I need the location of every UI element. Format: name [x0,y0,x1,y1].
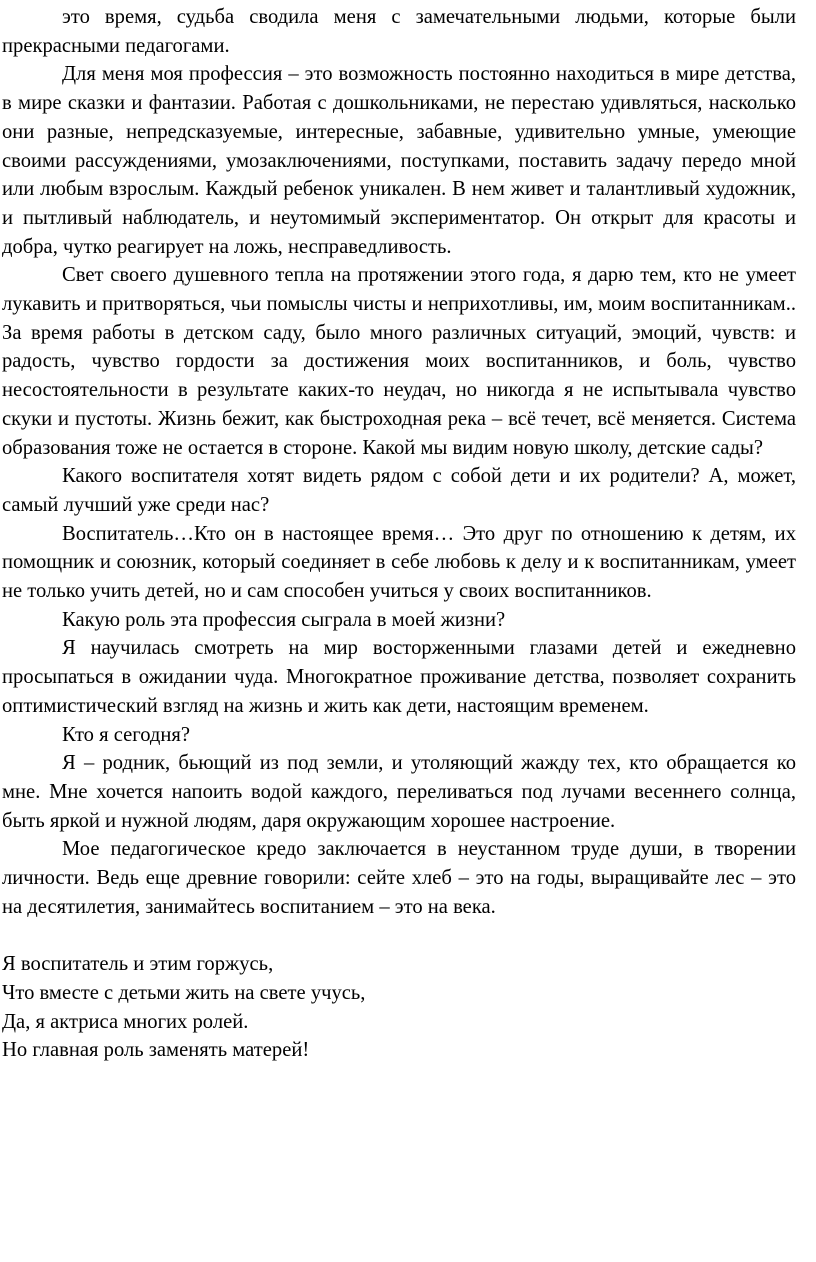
paragraph-1: это время, судьба сводила меня с замечательными людьми, которые были прекрасными педагогами. [2,6,796,57]
poem [2,950,796,1065]
paragraph-6: Какую роль эта профессия сыграла в моей жизни? [62,608,506,631]
paragraph-7: Я научилась смотреть на мир восторженными глазами детей и ежедневно просыпаться в ожидании чуда. Многократное проживание детства, позволяет сохранить оптимистический взгляд на жизнь и жить как дети, настоящим временем. [2,637,796,717]
paragraph-4: Какого воспитателя хотят видеть рядом с собой дети и их родители? А, может, самый лучший уже среди нас? [2,465,796,516]
paragraph-9: Я – родник, бьющий из под земли, и утоляющий жажду тех, кто обращается ко мне. Мне хочется напоить водой каждого, переливаться под лучами весеннего солнца, быть яркой и нужной людям, даря окружающим хорошее настроение. [2,752,796,832]
paragraph-8: Кто я сегодня? [62,723,191,746]
paragraph-3: Свет своего душевного тепла на протяжении этого года, я дарю тем, кто не умеет лукавить и притворяться, чьи помыслы чисты и неприхотливы, им, моим воспитанникам.. За время работы в детском саду, было много различных ситуаций, эмоций, чувств: и радость, чувство гордости за достижения моих воспитанников, и боль, чувство несостоятельности в результате каких-то неудач, но никогда я не испытывала чувство скуки и пустоты. Жизнь бежит, как быстроходная река – всё течет, всё меняется. Система образования тоже не остается в стороне. Какой мы видим новую школу, детские сады? [2,264,796,459]
paragraph-10: Мое педагогическое кредо заключается в неустанном труде души, в творении личности. Ведь еще древние говорили: сейте хлеб – это на годы, выращивайте лес – это на десятилетия, занимайтесь воспитанием – это на века. [2,838,796,918]
blank-line [2,922,796,951]
paragraph-5: Воспитатель…Кто он в настоящее время… Это друг по отношению к детям, их помощник и союзник, который соединяет в себе любовь к делу и к воспитанникам, умеет не только учить детей, но и сам способен учиться у своих воспитанников. [2,522,796,603]
poem-line: Да, я актриса многих ролей. [2,1010,249,1033]
paragraph-2: Для меня моя профессия – это возможность постоянно находиться в мире детства, в мире сказки и фантазии. Работая с дошкольниками, не перестаю удивляться, насколько они разные, непредсказуемые, интересные, забавные, удивительно умные, умеющие своими рассуждениями, умозаключениями, поступками, поставить задачу передо мной или любым взрослым. Каждый ребенок уникален. В нем живет и талантливый художник, и пытливый наблюдатель, и неутомимый экспериментатор. Он открыт для красоты и добра, чутко реагирует на ложь, несправедливость. [2,63,796,258]
poem-line: Что вместе с детьми жить на свете учусь, [2,981,366,1004]
poem-line: Я воспитатель и этим горжусь, [2,953,274,976]
poem-line: Но главная роль заменять матерей! [2,1039,310,1062]
